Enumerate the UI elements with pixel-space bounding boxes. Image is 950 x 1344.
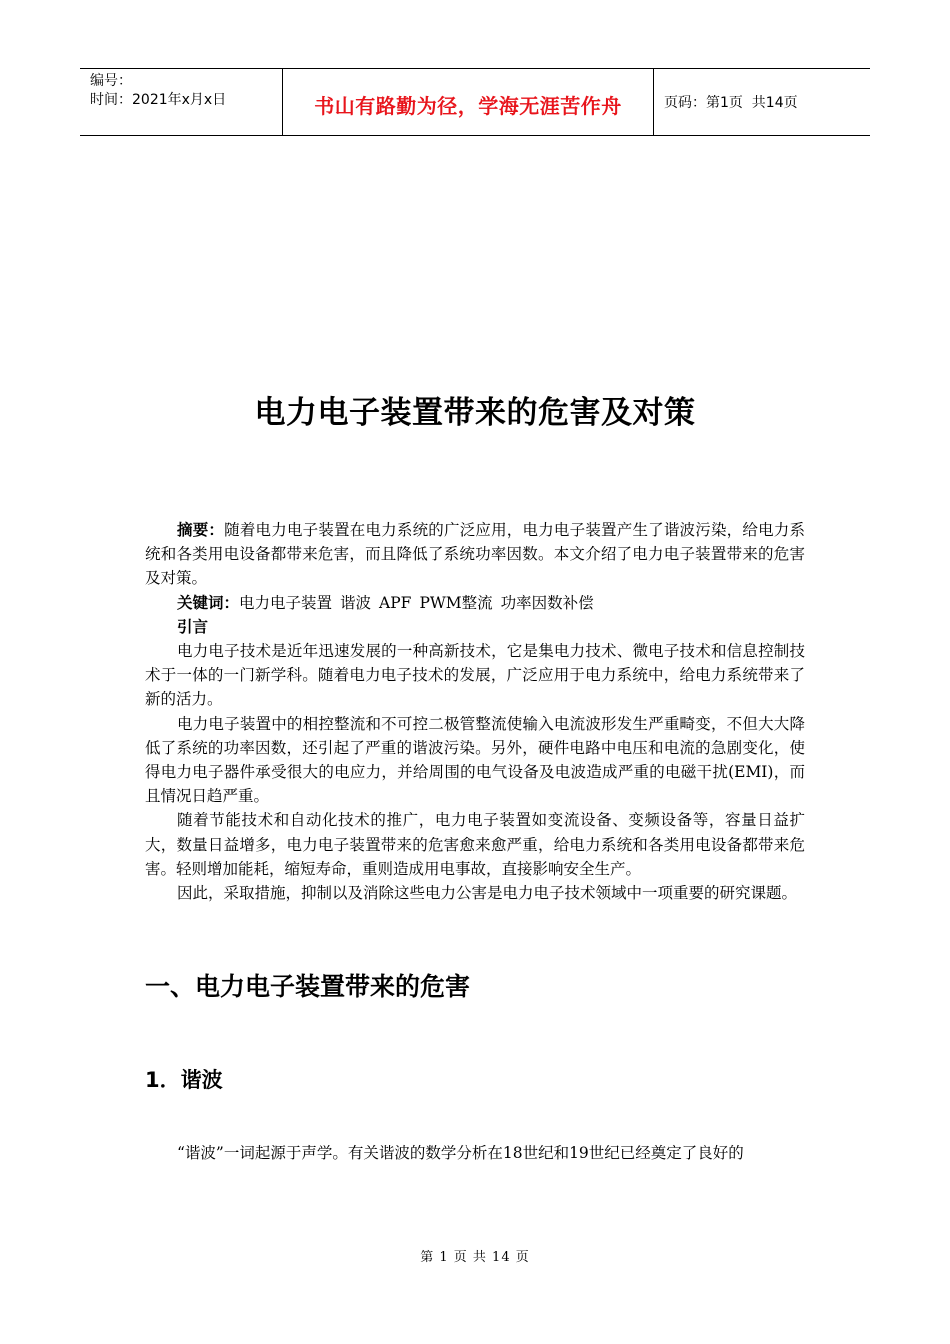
page-header bbox=[80, 68, 870, 136]
header-page-cell bbox=[654, 69, 870, 135]
body-paragraph-continued: “谐波”一词起源于声学。有关谐波的数学分析在18世纪和19世纪已经奠定了良好的 bbox=[177, 1144, 744, 1162]
body-paragraph: 电力电子装置中的相控整流和不可控二极管整流使输入电流波形发生严重畸变，不但大大降低了系统的功率因数，还引起了严重的谐波污染。另外，硬件电路中电压和电流的急剧变化，使得电力电子器件承受很大的电应力，并给周围的电气设备及电波造成严重的电磁干扰(EMI)，而且情况日趋严重。 bbox=[145, 714, 805, 806]
keywords-paragraph bbox=[145, 591, 805, 615]
keyword-item: PWM整流 bbox=[419, 593, 493, 612]
keyword-item: 谐波 bbox=[340, 593, 372, 612]
section-heading: 一、电力电子装置带来的危害 bbox=[145, 972, 471, 1001]
abstract-paragraph bbox=[145, 518, 805, 591]
header-meta bbox=[80, 69, 282, 135]
abstract-label: 摘要： bbox=[177, 521, 225, 539]
subsection-heading: 1．谐波 bbox=[145, 1068, 223, 1092]
body-paragraph: 电力电子技术是近年迅速发展的一种高新技术，它是集电力技术、微电子技术和信息控制技术于一体的一门新学科。随着电力电子技术的发展，广泛应用于电力系统中，给电力系统带来了新的活力。 bbox=[145, 642, 805, 709]
header-page-info: 页码：第1页 共14页 bbox=[664, 95, 798, 111]
keyword-item: APF bbox=[379, 593, 412, 612]
header-motto: 书山有路勤为径，学海无涯苦作舟 bbox=[314, 93, 622, 118]
header-time-label: 时间：2021年x月x日 bbox=[90, 92, 227, 108]
page-footer: 第 1 页 共 14 页 bbox=[420, 1250, 530, 1265]
keyword-item: 电力电子装置 bbox=[239, 593, 333, 612]
abstract-text: 随着电力电子装置在电力系统的广泛应用，电力电子装置产生了谐波污染，给电力系统和各类用电设备都带来危害，而且降低了系统功率因数。本文介绍了电力电子装置带来的危害及对策。 bbox=[145, 521, 805, 588]
header-number-label: 编号： bbox=[90, 73, 132, 89]
body-paragraph: 因此，采取措施，抑制以及消除这些电力公害是电力电子技术领域中一项重要的研究课题。 bbox=[177, 884, 798, 903]
keyword-item: 功率因数补偿 bbox=[500, 593, 594, 612]
body-paragraph: 随着节能技术和自动化技术的推广，电力电子装置如变流设备、变频设备等，容量日益扩大，数量日益增多，电力电子装置带来的危害愈来愈严重，给电力系统和各类用电设备都带来危害。轻则增加能耗，缩短寿命，重则造成用电事故，直接影响安全生产。 bbox=[145, 811, 805, 878]
keywords-label: 关键词： bbox=[177, 593, 240, 612]
header-motto-cell bbox=[282, 69, 654, 135]
document-body bbox=[145, 518, 805, 905]
document-title: 电力电子装置带来的危害及对策 bbox=[254, 395, 696, 431]
intro-heading: 引言 bbox=[177, 617, 209, 636]
